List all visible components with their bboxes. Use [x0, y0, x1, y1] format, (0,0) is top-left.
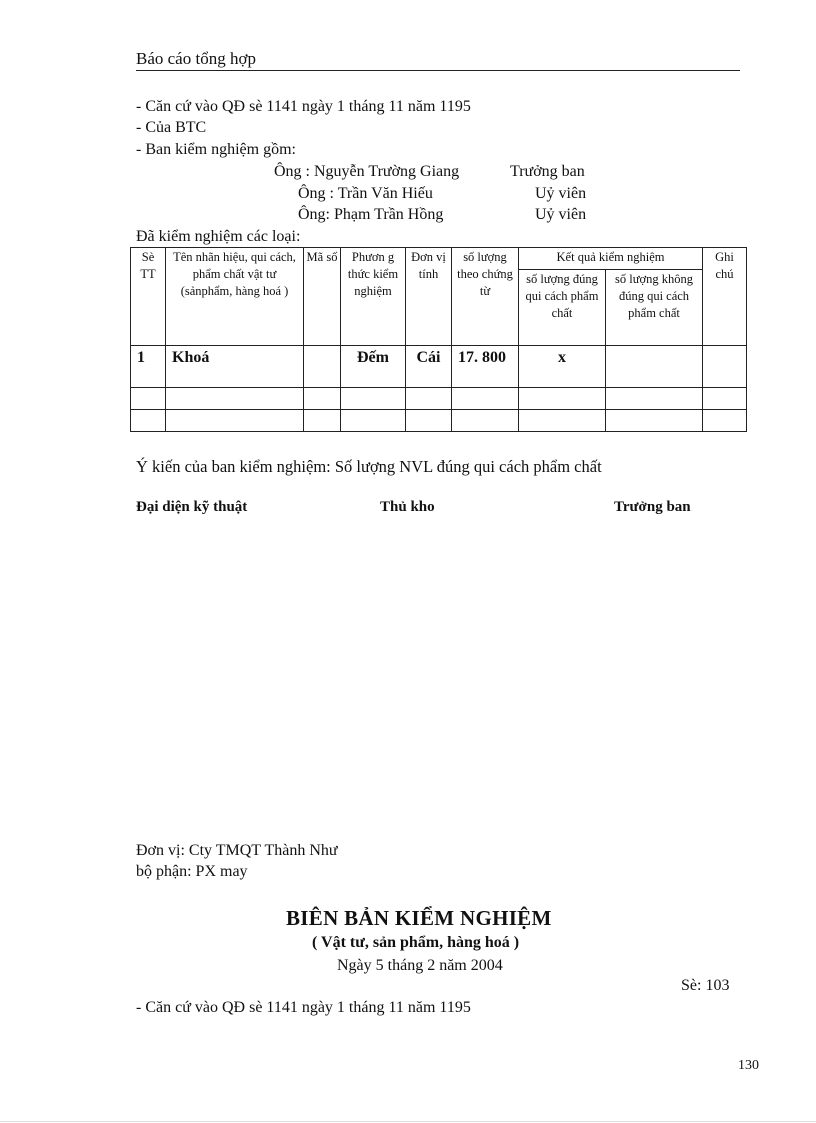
- signature-storekeeper: Thủ kho: [380, 499, 435, 515]
- header-ok: số lượng đúng qui cách phẩm chất: [519, 270, 606, 346]
- cell-unit: Cái: [406, 346, 452, 388]
- department: bộ phận: PX may: [136, 863, 248, 880]
- committee-opinion: Ý kiến của ban kiểm nghiệm: Số lượng NVL đúng qui cách phẩm chất: [136, 457, 602, 476]
- report-subtitle: ( Vật tư, sản phẩm, hàng hoá ): [312, 934, 520, 951]
- intro-line-2: - Của BTC: [136, 119, 207, 136]
- header-code: Mã số: [304, 248, 341, 346]
- cell-note: [703, 346, 747, 388]
- member-role-3: Uỷ viên: [535, 206, 587, 223]
- inspection-table: [130, 247, 747, 432]
- header-method: Phươn g thức kiểm nghiệm: [341, 248, 406, 346]
- cell-name: Khoá: [166, 346, 304, 388]
- report-basis: - Căn cứ vào QĐ sè 1141 ngày 1 tháng 11 năm 1195: [136, 999, 471, 1016]
- page-header-title: Báo cáo tổng hợp: [136, 49, 256, 68]
- member-name-3: Ông: Phạm Trần Hồng: [298, 206, 444, 223]
- cell-qty: 17. 800: [452, 346, 519, 388]
- member-name-1: Ông : Nguyễn Trường Giang: [274, 163, 460, 180]
- member-name-2: Ông : Trần Văn Hiếu: [298, 185, 433, 202]
- header-notok: số lượng không đúng qui cách phẩm chất: [606, 270, 703, 346]
- cell-code: [304, 346, 341, 388]
- intro-line-3: - Ban kiểm nghiệm gồm:: [136, 141, 296, 158]
- header-qty: số lượng theo chứng từ: [452, 248, 519, 346]
- member-role-1: Trưởng ban: [510, 163, 585, 180]
- cell-stt: 1: [131, 346, 166, 388]
- header-name: Tên nhãn hiệu, qui cách, phẩm chất vật tư (sảnphẩm, hàng hoá ): [166, 248, 304, 346]
- header-unit: Đơn vị tính: [406, 248, 452, 346]
- checked-label: Đã kiểm nghiệm các loại:: [136, 228, 301, 245]
- page-bottom-edge: [0, 1121, 816, 1122]
- table-row: [131, 346, 747, 388]
- member-role-2: Uỷ viên: [535, 185, 587, 202]
- header-result: Kết quả kiểm nghiệm: [519, 248, 703, 270]
- intro-line-1: - Căn cứ vào QĐ sè 1141 ngày 1 tháng 11 năm 1195: [136, 98, 471, 115]
- signature-head: Trưởng ban: [614, 499, 691, 515]
- table-row-empty: [131, 388, 747, 410]
- report-number: Sè: 103: [681, 977, 730, 994]
- cell-notok: [606, 346, 703, 388]
- cell-method: Đếm: [341, 346, 406, 388]
- header-stt: Sè TT: [131, 248, 166, 346]
- signature-technical: Đại diện kỹ thuật: [136, 499, 248, 515]
- page-number: 130: [738, 1058, 759, 1073]
- report-date: Ngày 5 tháng 2 năm 2004: [337, 957, 503, 974]
- table-row-empty: [131, 410, 747, 432]
- header-note: Ghi chú: [703, 248, 747, 346]
- report-title: BIÊN BẢN KIỂM NGHIỆM: [286, 906, 552, 930]
- cell-ok: x: [519, 346, 606, 388]
- header-rule: [136, 70, 740, 71]
- unit-name: Đơn vị: Cty TMQT Thành Như: [136, 842, 338, 859]
